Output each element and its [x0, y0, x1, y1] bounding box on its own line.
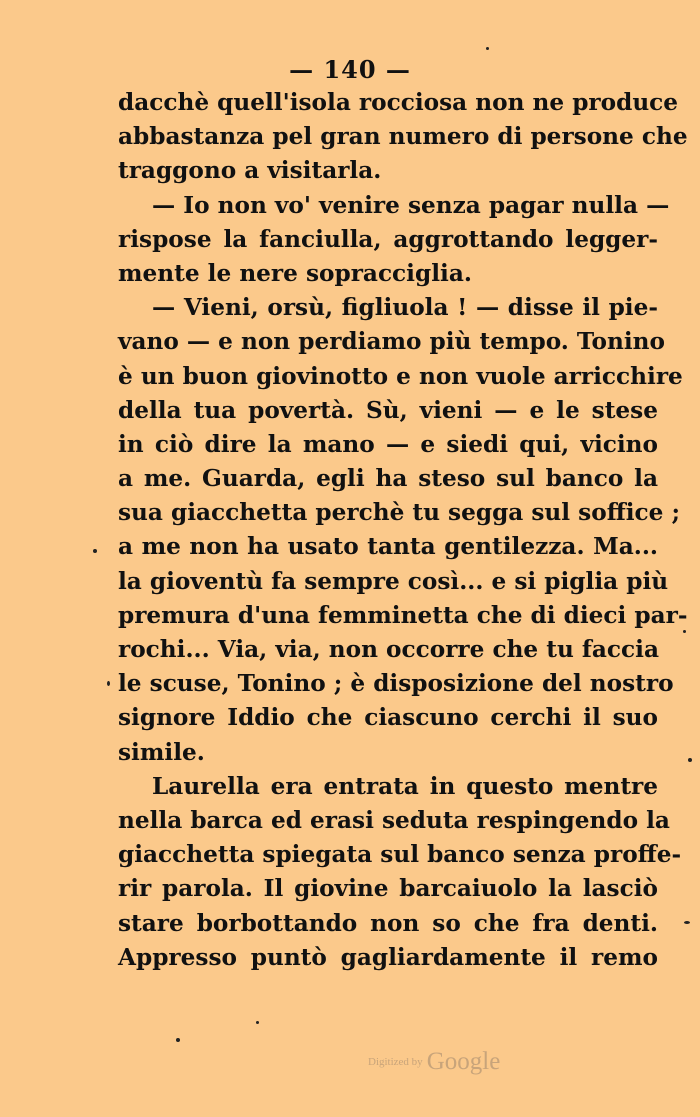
text-line: Appresso puntò gagliardamente il remo	[118, 943, 658, 971]
scan-speck	[93, 549, 97, 553]
text-line: giacchetta spiegata sul banco senza proffe-	[118, 841, 682, 869]
text-line: rispose la fanciulla, aggrottando legger-	[118, 225, 658, 253]
scan-speck	[688, 758, 692, 762]
text-line: vano — e non perdiamo più tempo. Tonino	[118, 328, 665, 356]
text-line: abbastanza pel gran numero di persone che	[118, 123, 688, 151]
text-line: rir parola. Il giovine barcaiuolo la lasciò	[118, 875, 658, 903]
text-line: sua giacchetta perchè tu segga sul soffice ;	[118, 499, 681, 527]
google-logo-text: Google	[426, 1048, 501, 1075]
scan-speck	[486, 47, 489, 50]
text-line: stare borbottando non so che fra denti.	[118, 909, 658, 937]
text-line: la gioventù fa sempre così... e si piglia più	[118, 567, 669, 595]
digitized-by-watermark	[368, 1048, 500, 1076]
page-number: — 140 —	[289, 55, 411, 84]
text-line: a me non ha usato tanta gentilezza. Ma...	[118, 533, 658, 561]
scan-speck	[256, 1021, 259, 1024]
text-line: — Vieni, orsù, figliuola ! — disse il pie-	[152, 294, 658, 322]
scan-speck	[684, 921, 690, 924]
text-line: traggono a visitarla.	[118, 157, 382, 185]
text-line: è un buon giovinotto e non vuole arricchire	[118, 362, 683, 390]
text-line: a me. Guarda, egli ha steso sul banco la	[118, 465, 658, 493]
scan-speck	[683, 630, 686, 633]
text-line: mente le nere sopracciglia.	[118, 259, 472, 287]
text-line: nella barca ed erasi seduta respingendo la	[118, 806, 670, 834]
digitized-label: Digitized by	[368, 1056, 423, 1068]
text-line: della tua povertà. Sù, vieni — e le stese	[118, 396, 658, 424]
text-line: dacchè quell'isola rocciosa non ne produce	[118, 89, 679, 116]
text-line: — Io non vo' venire senza pagar nulla —	[152, 191, 670, 219]
text-line: Laurella era entrata in questo mentre	[152, 772, 658, 800]
scan-speck	[176, 1038, 180, 1042]
text-line: signore Iddio che ciascuno cerchi il suo	[118, 704, 658, 732]
page-text	[118, 86, 688, 975]
text-line: le scuse, Tonino ; è disposizione del nostro	[118, 670, 674, 698]
text-line: simile.	[118, 738, 205, 766]
text-line: rochi... Via, via, non occorre che tu faccia	[118, 636, 659, 663]
scan-speck	[107, 681, 110, 686]
text-line: premura d'una femminetta che di dieci par-	[118, 601, 688, 629]
text-line: in ciò dire la mano — e siedi qui, vicino	[118, 430, 658, 458]
